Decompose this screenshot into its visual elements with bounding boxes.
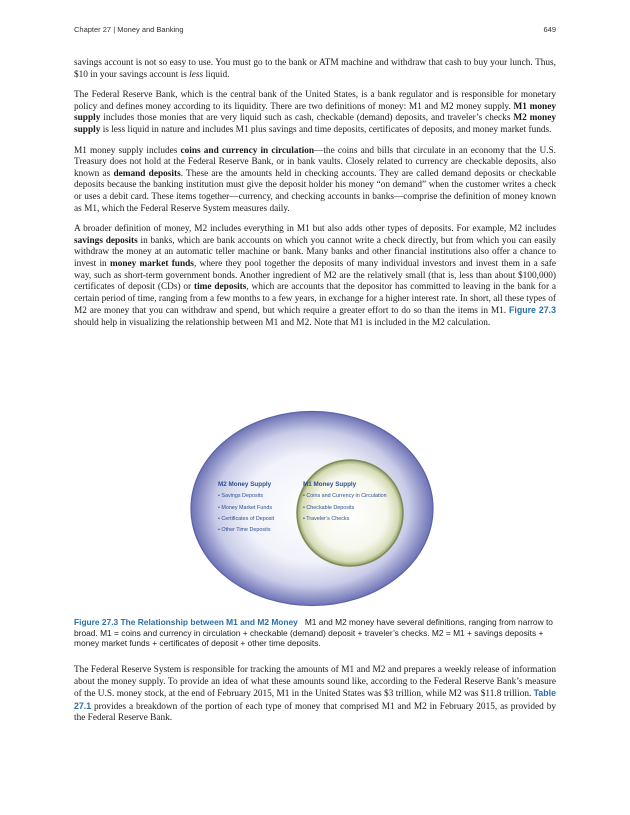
text-run: savings account is not so easy to use. You must go to the bank or ATM machine and withdraw that cash to buy your lunch. Thus, $10 in your savings account is [74,58,556,80]
page-number: 649 [543,25,556,34]
m2-item: • Money Market Funds [218,505,273,511]
m2-item: • Savings Deposits [218,493,264,499]
cross-reference-link[interactable]: Table 27.1 [74,688,556,711]
text-run: in banks, which are bank accounts on which you cannot write a check directly, but from which you can easily withdraw the money at an automatic teller machine or bank. Many banks and other financial institutions also offer a chance to invest in [74,235,556,269]
paragraph [74,90,556,136]
text-run: , where they pool together the deposits of many individual investors and invest them in a safe way, such as short-term government bonds. Another ingredient of M2 are the relatively small (that is, less than about $100,000) certificates of deposit (CDs) or [74,258,557,293]
text-run: should help in visualizing the relationship between M1 and M2. Note that M1 is included in the M2 calculation. [74,317,491,328]
money-supply-venn [190,410,434,607]
figure-caption-title: Figure 27.3 The Relationship between M1 and M2 Money [74,617,298,627]
text-run: A broader definition of money, M2 includes everything in M1 but also adds other types of deposits. For example, M2 includes [74,224,556,235]
m2-item: • Other Time Deposits [218,527,271,533]
m2-title: M2 Money Supply [218,481,272,488]
body-text-bottom [74,665,556,734]
text-run: —the coins and bills that circulate in an economy that the U.S. Treasury does not hold at the Federal Reserve Bank, or in bank vaults. Closely related to currency are checkable deposits, also known as [74,145,556,179]
key-term: M2 money supply [74,113,556,135]
key-term: time deposits [193,282,247,293]
key-term: savings deposits [74,235,138,246]
figure-caption [74,617,556,649]
cross-reference-link[interactable]: Figure 27.3 [509,305,556,316]
text-run: M1 money supply includes [74,145,181,156]
text-run: liquid. [203,69,230,80]
figure-caption-text: M1 and M2 money have several definitions, ranging from narrow to broad. M1 = coins and currency in circulation + checkable (demand) deposit + traveler’s checks. M2 = M1 + savings deposits + money market funds + certificates of deposit + other time deposits. [74,617,553,649]
paragraph [74,146,556,216]
key-term: M1 money supply [74,101,556,124]
m1-item: • Checkable Deposits [303,505,355,511]
page-header [74,25,556,34]
text-run: is less liquid in nature and includes M1 plus savings and time deposits, certificates of deposits, and money market funds. [100,124,552,135]
m1-item: • Coins and Currency in Circulation [303,493,387,499]
body-text-top [74,58,556,338]
m1-m2-diagram [190,410,434,607]
paragraph [74,665,556,725]
m2-item: • Certificates of Deposit [218,516,275,522]
text-run: The Federal Reserve Bank, which is the central bank of the United States, is a bank regulator and is responsible for monetary policy and defines money according to its liquidity. There are two definitions of money: M1 and M2 money supply. [74,90,556,112]
paragraph [74,58,556,81]
text-run: , which are accounts that the depositor has committed to leaving in the bank for a certain period of time, ranging from a few months to a few years, in exchange for a higher interest rate. In short, all these types of M2 are money that you can withdraw and spend, but which require a greater effort to do so than the items in M1. [74,282,557,317]
key-term: money market funds [109,258,194,269]
emphasis: less [189,69,204,80]
paragraph [74,224,556,329]
m1-title: M1 Money Supply [303,481,357,488]
text-run: . These are the amounts held in checking accounts. They are called demand deposits or checkable deposits because the banking institution must give the deposit holder his money “on demand” when the customer writes a check or uses a debit card. These items together—currency, and checking accounts in banks—comprise the definition of money known as M1, which the Federal Reserve System measures daily. [74,168,556,214]
text-run: The Federal Reserve System is responsible for tracking the amounts of M1 and M2 and prepares a weekly release of information about the money supply. To provide an idea of what these amounts sound like, according to the Federal Reserve Bank’s measure of the U.S. money stock, at the end of February 2015, M1 in the United States was $3 trillion, while M2 was $11.8 trillion. [74,665,556,700]
key-term: demand deposits [113,168,181,179]
text-run: includes those monies that are very liquid such as cash, checkable (demand) deposits, and traveler’s checks [100,113,514,124]
m1-item: • Traveler’s Checks [303,516,350,522]
chapter-title: Chapter 27 | Money and Banking [74,25,184,34]
text-run: provides a breakdown of the portion of each type of money that comprised M1 and M2 in February 2015, as provided by the Federal Reserve Bank. [74,701,556,724]
m1-circle [297,460,403,566]
key-term: coins and currency in circulation [180,145,315,156]
